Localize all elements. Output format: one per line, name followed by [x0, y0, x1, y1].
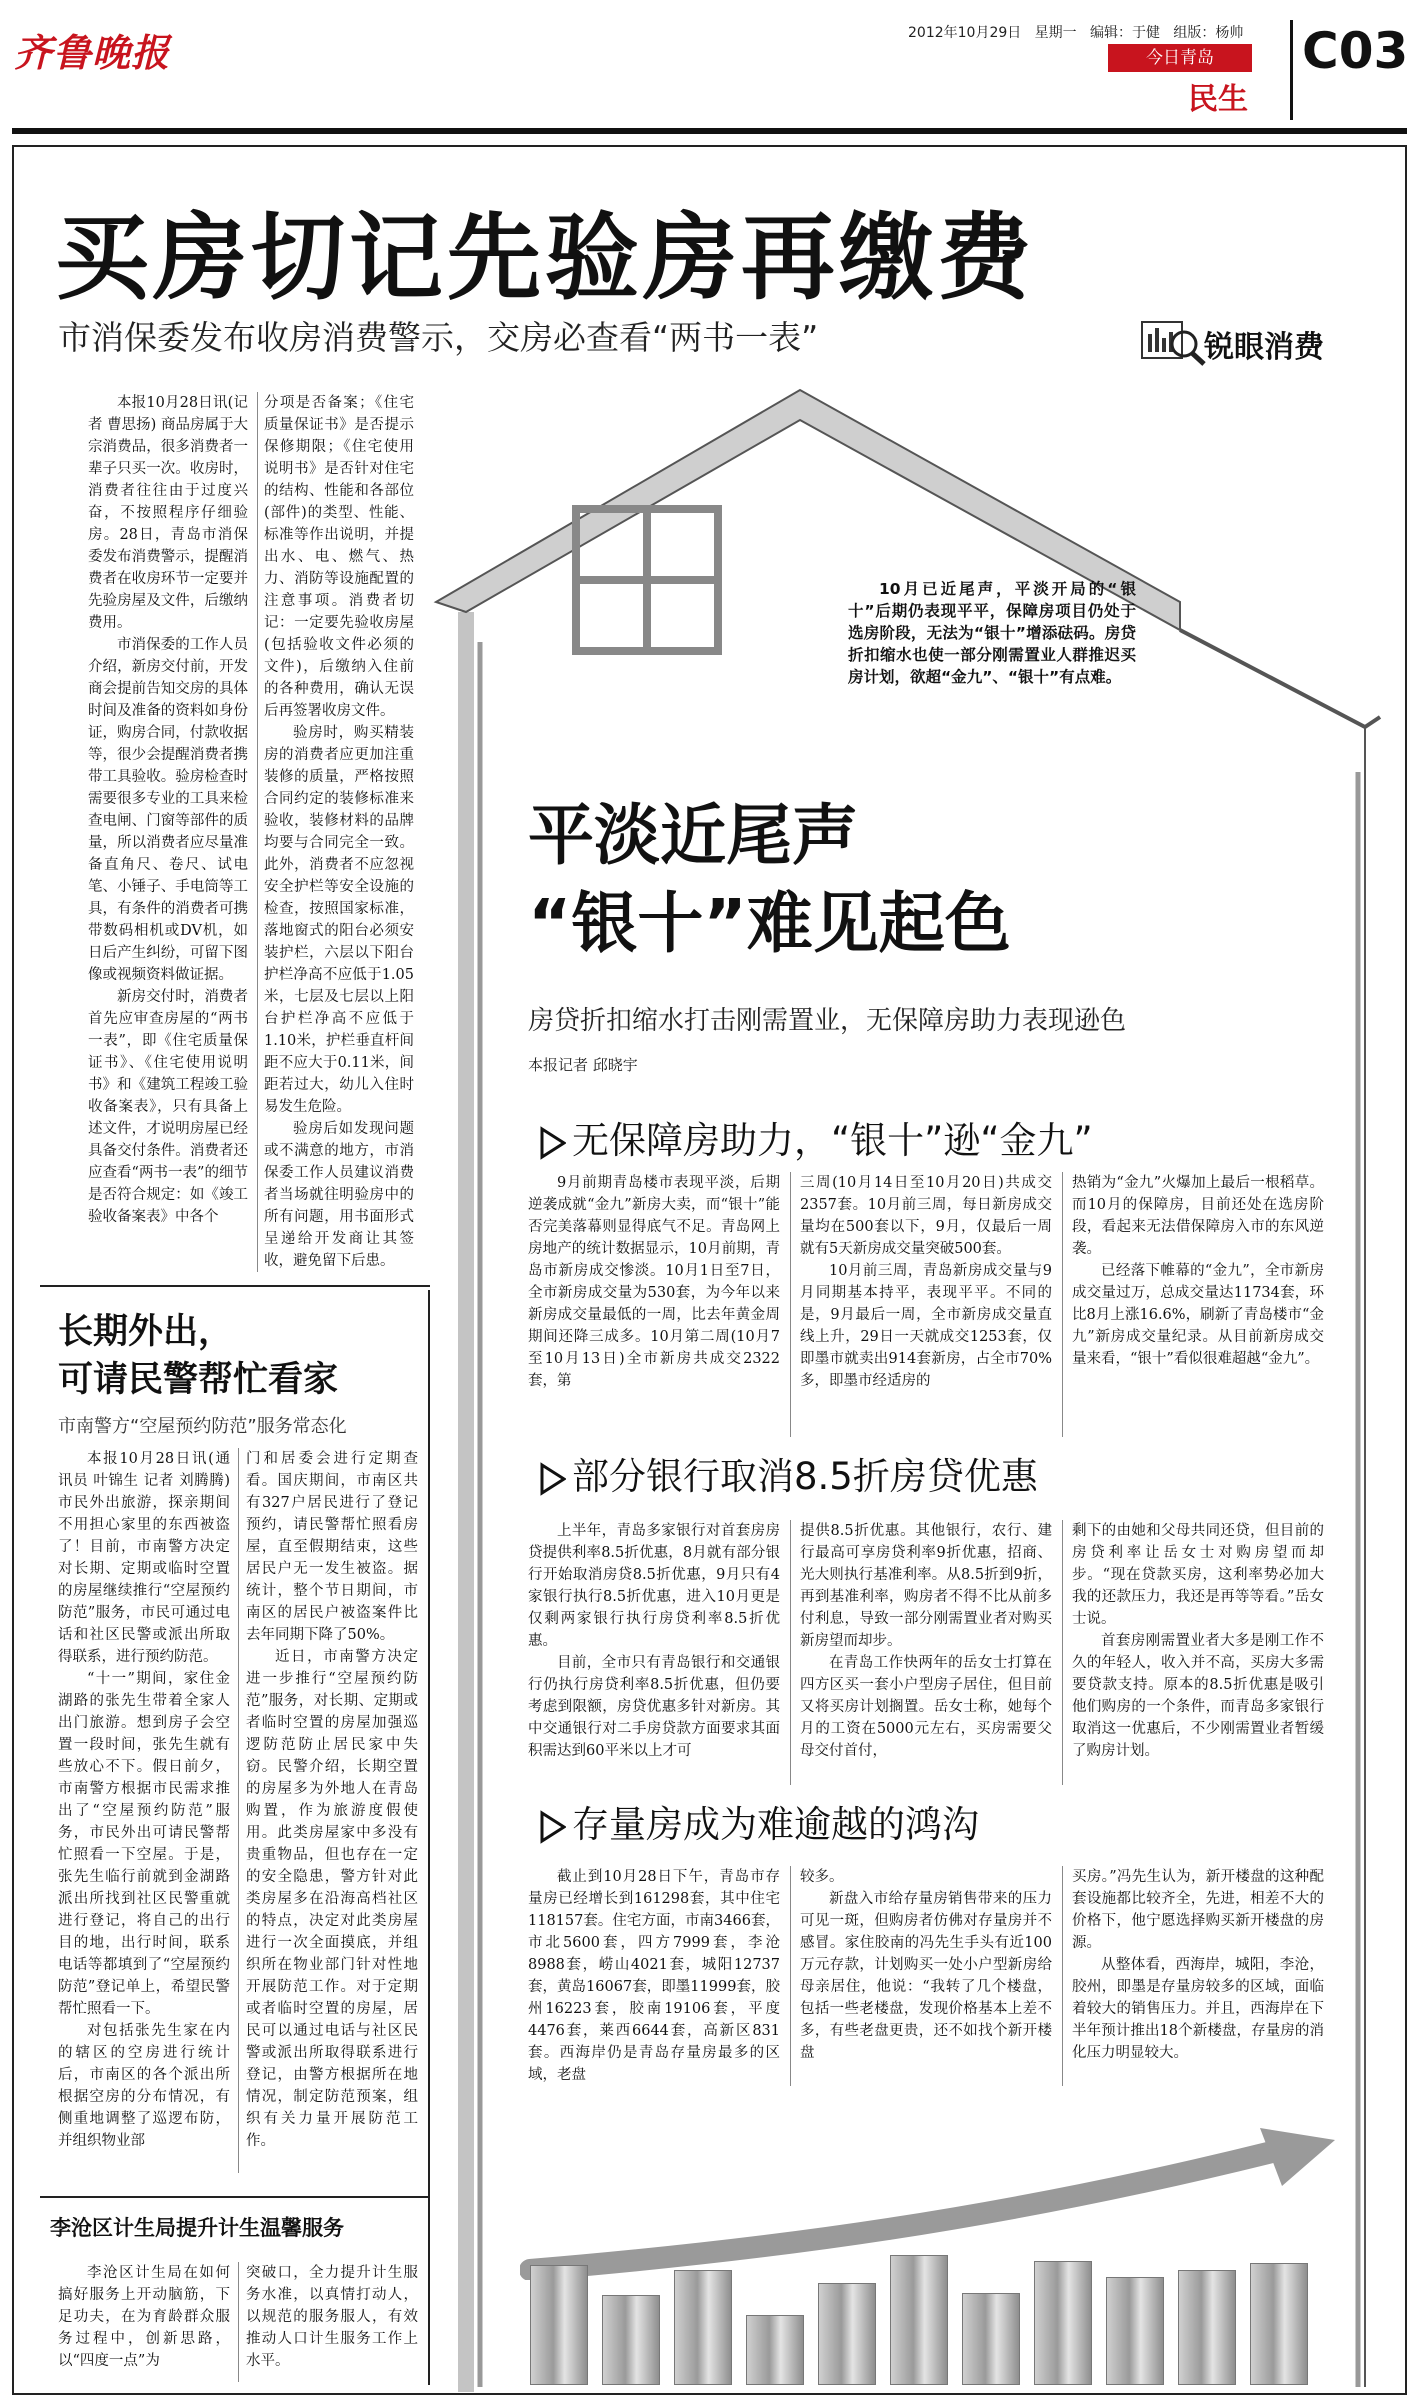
feature-byline: 本报记者 邱晓宇 [528, 1056, 638, 1074]
paragraph: 验房时，购买精装房的消费者应更加注重装修的质量，严格按照合同约定的装修标准来验收，装修材料的品牌均要与合同完全一致。此外，消费者不应忽视安全护栏等安全设施的检查，按照国家标准，落地窗式的阳台必须安装护栏，六层以下阳台护栏净高不应低于1.05米，七层及七层以上阳台护栏净高不应低于1.10米，护栏垂直杆间距不应大于0.11米，间距若过大，幼儿入住时易发生危险。 [264, 725, 414, 1115]
paragraph: 验房后如发现问题或不满意的地方，市消保委工作人员建议消费者当场就往明验房中的所有问题，用书面形式呈递给开发商让其签收，避免留下后患。 [264, 1121, 414, 1269]
paragraph: 提供8.5折优惠。其他银行，农行、建行最高可享房贷利率9折优惠，招商、光大则执行基准利率。从8.5折到9折，再到基准利率，购房者不得不比从前多付利息，导致一部分刚需置业者对购买新房望而却步。 [800, 1523, 1052, 1649]
column-divider [790, 1172, 791, 1437]
paragraph: 三周(10月14日至10月20日)共成交2357套。10月前三周，每日新房成交量均在500套以下，9月，仅最后一周就有5天新房成交量突破500套。 [800, 1175, 1052, 1257]
side-story-subtitle: 市南警方“空屋预约防范”服务常态化 [58, 1416, 347, 1437]
paragraph: 对包括张先生家在内的辖区的空房进行统计后，市南区的各个派出所根据空房的分布情况，有侧重地调整了巡逻布防，并组织物业部 [58, 2023, 230, 2149]
issue-date: 2012年10月29日 [908, 25, 1022, 41]
page-number: C03 [1302, 22, 1409, 80]
decorative-bar [962, 2293, 1020, 2385]
triangle-bullet-icon [540, 1126, 566, 1160]
side-title-line2: 可请民警帮忙看家 [58, 1360, 339, 1400]
side2-title: 李沧区计生局提升计生温馨服务 [50, 2216, 344, 2240]
side-title-line1: 长期外出， [58, 1312, 234, 1352]
side2-col2 [246, 2262, 418, 2382]
paragraph: 近日，市南警方决定进一步推行“空屋预约防范”服务，对长期、定期或者临时空置的房屋加强巡逻防范防止居民家中失窃。民警介绍，长期空置的房屋多为外地人在青岛购置，作为旅游度假使用。此类房屋家中多没有贵重物品，但也存在一定的安全隐患，警方针对此类房屋多在沿海高档社区的特点，决定对此类房屋进行一次全面摸底，并组织所在物业部门针对性地开展防范工作。对于定期或者临时空置的房屋，居民可以通过电话与社区民警或派出所取得联系进行登记，由警方根据所在地情况，制定防范预案，组织有关力量开展防范工作。 [246, 1649, 418, 2149]
section3-col2 [800, 1866, 1052, 2086]
paragraph: 分项是否备案；《住宅质量保证书》是否提示保修期限；《住宅使用说明书》是否针对住宅的结构、性能和各部位(部件)的类型、性能、标准等作出说明，并提出水、电、燃气、热力、消防等设施配置的注意事项。消费者切记：一定要先验收房屋(包括验收文件必须的文件)，后缴纳入住前的各种费用，确认无误后再签署收房文件。 [264, 395, 414, 719]
triangle-bullet-icon [540, 1462, 566, 1496]
feature-title-line1: 平淡近尾声 [528, 797, 858, 874]
header-divider [1290, 20, 1293, 120]
column-divider [238, 1448, 239, 2173]
issue-weekday: 星期一 [1034, 25, 1077, 41]
paragraph: 首套房刚需置业者大多是刚工作不久的年轻人，收入并不高，买房大多需要贷款支持。原本的8.5折优惠是吸引他们购房的一个条件，而青岛多家银行取消这一优惠后，不少刚需置业者暂缓了购房计划。 [1072, 1633, 1324, 1759]
paragraph: 突破口，全力提升计生服务水准，以真情打动人，以规范的服务服人，有效推动人口计生服务工作上水平。 [246, 2265, 418, 2369]
section3-col3 [1072, 1866, 1324, 2086]
feature-section-heading-2 [540, 1446, 1038, 1500]
feature-title-line2: “银十”难见起色 [528, 885, 1011, 962]
paragraph: 新房交付时，消费者首先应审查房屋的“两书一表”，即《住宅质量保证书》、《住宅使用说明书》和《建筑工程竣工验收备案表》，只有具备上述文件，才说明房屋已经具备交付条件。消费者还应查看“两书一表”的细节是否符合规定：如《竣工验收备案表》中各个 [88, 989, 248, 1225]
main-article-col1 [88, 392, 248, 1272]
feature-section-heading-1 [540, 1110, 1093, 1164]
paragraph: 9月前期青岛楼市表现平淡，后期逆袭成就“金九”新房大卖，而“银十”能否完美落幕则显得底气不足。青岛网上房地产的统计数据显示，10月前期，青岛市新房成交惨淡。10月1日至7日，全市新房成交量为530套，为今年以来新房成交量最低的一周，比去年黄金周期间还降三成多。10月第二周(10月7至10月13日)全市新房共成交2322套，第 [528, 1175, 780, 1389]
decorative-bar [674, 2270, 732, 2385]
paragraph: 已经落下帷幕的“金九”，全市新房成交量过万，总成交量达11734套，环比8月上涨16.6%，刷新了青岛楼市“金九”新房成交量纪录。从目前新房成交量来看，“银十”看似很难超越“金九”。 [1072, 1263, 1324, 1367]
section1-col2 [800, 1172, 1052, 1437]
section2-col1 [528, 1520, 780, 1785]
side2-col1 [58, 2262, 230, 2382]
decorative-bar [746, 2315, 804, 2385]
heading-text: 部分银行取消8.5折房贷优惠 [572, 1455, 1038, 1498]
column-divider [1062, 1866, 1063, 2086]
decorative-bar [1178, 2270, 1236, 2385]
paragraph: 市消保委的工作人员介绍，新房交付前，开发商会提前告知交房的具体时间及准备的资料如身份证，购房合同，付款收据等，很少会提醒消费者携带工具验收。验房检查时需要很多专业的工具来检查电闸、门窗等部件的质量，所以消费者应尽量准备直角尺、卷尺、试电笔、小锤子、手电筒等工具，有条件的消费者可携带数码相机或DV机，如日后产生纠纷，可留下图像或视频资料做证据。 [88, 637, 248, 983]
paragraph: 本报10月28日讯(记者 曹思扬) 商品房属于大宗消费品，很多消费者一辈子只买一次。收房时，消费者往往由于过度兴奋，不按照程序仔细验房。28日，青岛市消保委发布消费警示，提醒消费者在收房环节一定要并先验房屋及文件，后缴纳费用。 [88, 395, 248, 631]
badge-text: 锐眼消费 [1204, 330, 1324, 365]
section-rule [40, 2196, 430, 2198]
paragraph: 较多。 [800, 1869, 844, 1885]
decorative-bar [530, 2265, 588, 2385]
heading-text: 无保障房助力，“银十”逊“金九” [572, 1119, 1093, 1162]
section-rule [40, 1285, 430, 1287]
feature-subtitle: 房贷折扣缩水打击刚需置业，无保障房助力表现逊色 [528, 1006, 1127, 1036]
decorative-bar [1106, 2277, 1164, 2385]
paragraph: 本报10月28日讯(通讯员 叶锦生 记者 刘腾腾) 市民外出旅游，探亲期间不用担心家里的东西被盗了！目前，市南警方决定对长期、定期或临时空置的房屋继续推行“空屋预约防范”服务，市民可通过电话和社区民警或派出所取得联系，进行预约防范。 [58, 1451, 230, 1665]
paragraph: 买房。”冯先生认为，新开楼盘的这种配套设施都比较齐全，先进，相差不大的价格下，他宁愿选择购买新开楼盘的房源。 [1072, 1869, 1324, 1951]
masthead-logo: 齐鲁晚报 [14, 30, 171, 75]
main-subheadline: 市消保委发布收房消费警示，交房必查看“两书一表” [58, 318, 819, 357]
section-name: 民生 [1188, 82, 1248, 117]
paragraph: “十一”期间，家住金湖路的张先生带着全家人出门旅游。想到房子会空置一段时间，张先生就有些放心不下。假日前夕，市南警方根据市民需求推出了“空屋预约防范”服务，市民外出可请民警帮忙照看一下空屋。于是，张先生临行前就到金湖路派出所找到社区民警重就进行登记，将自己的出行目的地，出行时间，联系电话等都填到了“空屋预约防范”登记单上，希望民警帮忙照看一下。 [58, 1671, 230, 2017]
window-icon [572, 505, 722, 655]
column-divider [1062, 1520, 1063, 1785]
section2-col3 [1072, 1520, 1324, 1785]
side-story-col2 [246, 1448, 418, 2173]
feature-intro: 10月已近尾声，平淡开局的“银十”后期仍表现平平，保障房项目仍处于选房阶段，无法为“银十”增添砝码。房贷折扣缩水也使一部分刚需置业人群推迟买房计划，欲超“金九”、“银十”有点难。 [848, 580, 1136, 686]
decorative-bar [602, 2295, 660, 2385]
paragraph: 目前，全市只有青岛银行和交通银行仍执行房贷利率8.5折优惠，但仍要考虑到限额，房贷优惠多针对新房。其中交通银行对二手房贷款方面要求其面积需达到60平米以上才可 [528, 1655, 780, 1759]
main-headline: 买房切记先验房再缴费 [55, 204, 1036, 313]
decorative-bar-graphic [520, 2120, 1350, 2385]
paragraph: 截止到10月28日下午，青岛市存量房已经增长到161298套，其中住宅118157套。住宅方面，市南3466套，市北5600套，四方7999套，李沧8988套，崂山4021套，城阳12737套，黄岛16067套，即墨11999套，胶州16223套，胶南19106套，平度4476套，莱西6644套，高新区831套。西海岸仍是青岛存量房最多的区域，老盘 [528, 1869, 780, 2083]
main-article-col2 [264, 392, 414, 1272]
triangle-bullet-icon [540, 1810, 566, 1844]
column-divider [790, 1520, 791, 1785]
paragraph: 剩下的由她和父母共同还贷，但目前的房贷利率让岳女士对购房望而却步。“现在贷款买房，这利率势必加大我的还款压力，我还是再等等看。”岳女士说。 [1072, 1523, 1324, 1627]
paragraph: 10月前三周，青岛新房成交量与9月同期基本持平，表现平平。不同的是，9月最后一周，全市新房成交量直线上升，29日一天就成交1253套，仅即墨市就卖出914套新房，占全市70%多，即墨市经适房的 [800, 1263, 1052, 1389]
column-divider [257, 392, 258, 1272]
layout-credit: 组版：杨帅 [1173, 25, 1244, 41]
section-tag: 今日青岛 [1108, 44, 1252, 72]
decorative-bar [818, 2283, 876, 2385]
editor-credit: 编辑：于健 [1089, 25, 1160, 41]
column-divider [238, 2262, 239, 2382]
header-meta [908, 22, 1243, 42]
section1-col3 [1072, 1172, 1324, 1437]
section1-col1 [528, 1172, 780, 1437]
paragraph: 李沧区计生局在如何搞好服务上开动脑筋，下足功夫，在为育龄群众服务过程中，创新思路，以“四度一点”为 [58, 2265, 230, 2369]
feature-headline [528, 792, 1011, 968]
paragraph: 热销为“金九”火爆加上最后一根稻草。而10月的保障房，目前还处在选房阶段，看起来无法借保障房入市的东风逆袭。 [1072, 1175, 1324, 1257]
paragraph: 在青岛工作快两年的岳女士打算在四方区买一套小户型房子居住，但目前又将买房计划搁置。岳女士称，她每个月的工资在5000元左右，买房需要父母交付首付， [800, 1655, 1052, 1759]
header-rule [12, 128, 1407, 134]
feature-section-heading-3 [540, 1794, 979, 1848]
side-story-col1 [58, 1448, 230, 2173]
section3-col1 [528, 1866, 780, 2086]
side-story-title [58, 1308, 338, 1404]
section2-col2 [800, 1520, 1052, 1785]
column-badge [1138, 314, 1388, 368]
column-divider [1062, 1172, 1063, 1437]
heading-text: 存量房成为难逾越的鸿沟 [572, 1803, 979, 1846]
paragraph: 上半年，青岛多家银行对首套房房贷提供利率8.5折优惠，8月就有部分银行开始取消房贷8.5折优惠，9月只有4家银行执行8.5折优惠，进入10月更是仅剩两家银行执行房贷利率8.5折优惠。 [528, 1523, 780, 1649]
paragraph: 从整体看，西海岸，城阳，李沧，胶州，即墨是存量房较多的区域，面临着较大的销售压力。并且，西海岸在下半年预计推出18个新楼盘，存量房的消化压力明显较大。 [1072, 1957, 1324, 2061]
magnifier-icon [1138, 314, 1208, 368]
decorative-bar [890, 2255, 948, 2385]
paragraph: 新盘入市给存量房销售带来的压力可见一斑，但购房者仿佛对存量房并不感冒。家住胶南的冯先生手头有近100万元存款，计划购买一处小户型新房给母亲居住，他说：“我转了几个楼盘，包括一些老楼盘，发现价格基本上差不多，有些老盘更贵，还不如找个新开楼盘 [800, 1891, 1052, 2061]
paragraph: 门和居委会进行定期查看。国庆期间，市南区共有327户居民进行了登记预约，请民警帮忙照看房屋，直至假期结束，这些居民户无一发生被盗。据统计，整个节日期间，市南区的居民户被盗案件比去年同期下降了50%。 [246, 1451, 418, 1643]
decorative-bar [1034, 2261, 1092, 2385]
decorative-bar [1250, 2263, 1308, 2385]
column-divider [790, 1866, 791, 2086]
